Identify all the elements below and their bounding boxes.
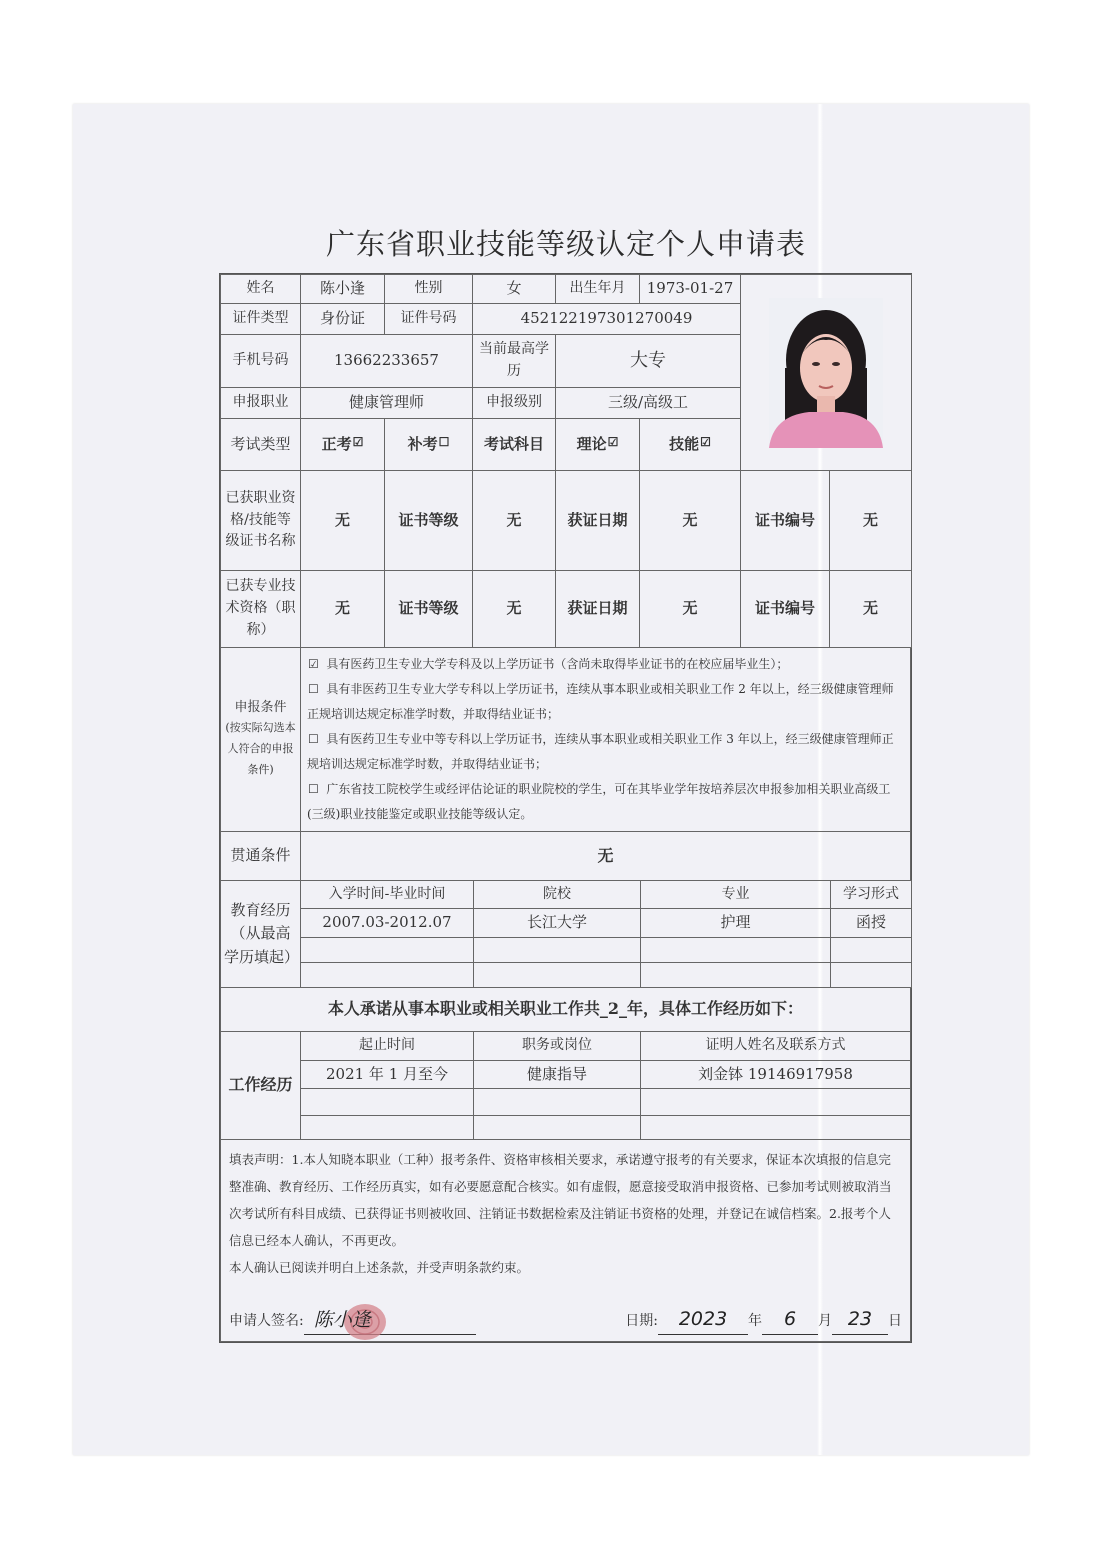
subject-skill-checkbox[interactable]: ☑ [700,434,711,449]
work-position-cell: 健康指导 [474,1061,641,1089]
condition-3-text: 具有医药卫生专业中等专科以上学历证书，连续从事本职业或相关职业工作 3 年以上，经三级健康管理师正规培训达规定标准学时数，并取得结业证书； [307,732,894,771]
signature-row [229,1281,902,1337]
subject-theory-label: 理论 [576,434,607,453]
work-position-cell [474,1089,641,1116]
conditions-label-cell [221,648,301,832]
year-label: 年 [748,1313,762,1330]
certificates-table [220,470,912,648]
title-level-value: 无 [473,571,556,648]
title-level-label: 证书等级 [385,571,473,648]
identity-table [220,274,912,471]
work-row [221,1116,911,1140]
edu-school-cell [474,963,641,988]
condition-4-text: 广东省技工院校学生或经评估论证的职业院校的学生，可在其毕业学年按培养层次申报参加相关职业高级工(三级)职业技能鉴定或职业技能等级认定。 [307,782,891,821]
date-label: 日期: [625,1313,658,1330]
work-row [221,1061,911,1089]
condition-3-checkbox[interactable]: ☐ [308,732,319,746]
gender-label: 性别 [385,275,473,304]
work-pledge: 本人承诺从事本职业或相关职业工作共_2_年，具体工作经历如下： [221,988,911,1032]
date-month-value: 6 [783,1308,797,1331]
condition-1-text: 具有医药卫生专业大学专科及以上学历证书（含尚未取得毕业证书的在校应届毕业生）； [326,657,789,671]
edu-school-cell: 长江大学 [474,909,641,938]
education-label: 当前最高学历 [473,335,556,388]
date-day-value: 23 [847,1308,873,1331]
through-label: 贯通条件 [221,832,301,881]
date-year-field[interactable] [658,1306,748,1335]
date-day-field[interactable] [832,1306,888,1335]
edu-school-cell [474,938,641,963]
condition-4-checkbox[interactable]: ☐ [308,782,319,796]
work-row [221,1089,911,1116]
exam-regular-label: 正考 [321,434,352,453]
exam-makeup-label: 补考 [407,434,438,453]
cert-date-label: 获证日期 [556,471,640,571]
work-time-cell [301,1116,474,1140]
work-time-cell: 2021 年 1 月至今 [301,1061,474,1089]
work-position-cell [474,1116,641,1140]
subject-theory-checkbox[interactable]: ☑ [607,434,619,449]
date-year-value: 2023 [678,1308,728,1331]
cert-number-label: 证书编号 [741,471,830,571]
id-type-label: 证件类型 [221,304,301,335]
title-number-value: 无 [830,571,912,648]
edu-time-cell: 2007.03-2012.07 [301,909,474,938]
edu-school-header: 院校 [474,881,641,909]
education-table [220,880,912,988]
level-label: 申报级别 [473,388,556,419]
cert-date-value: 无 [640,471,741,571]
title-qual-value: 无 [301,571,385,648]
birth-value: 1973-01-27 [640,275,741,304]
conditions-note: (按实际勾选本人符合的申报条件) [225,721,296,777]
condition-item-3 [307,727,904,777]
work-witness-cell: 刘金钵 19146917958 [641,1061,911,1089]
subject-skill [640,419,741,471]
signature-label: 申请人签名: [229,1313,304,1330]
condition-1-checkbox[interactable]: ☑ [308,657,319,671]
confirm-text: 本人确认已阅读并明白上述条款，并受声明条款约束。 [229,1260,530,1276]
edu-row [221,938,912,963]
edu-time-cell [301,963,474,988]
id-type-value: 身份证 [301,304,385,335]
work-time-cell [301,1089,474,1116]
title-number-label: 证书编号 [741,571,830,648]
exam-type-label: 考试类型 [221,419,301,471]
edu-major-cell [641,963,831,988]
exam-makeup-checkbox[interactable]: ☐ [438,434,450,449]
cert-number-value: 无 [830,471,912,571]
occupation-value: 健康管理师 [301,388,473,419]
application-form [219,273,912,1343]
condition-item-1 [307,652,904,677]
work-position-header: 职务或岗位 [474,1032,641,1061]
work-pledge-table [220,987,911,1032]
exam-regular-checkbox[interactable]: ☑ [352,434,364,449]
edu-history-label: 教育经历（从最高学历填起） [221,881,301,988]
through-value: 无 [301,832,911,881]
edu-major-header: 专业 [641,881,831,909]
signature-handwriting: 陈小逢 [313,1309,371,1332]
exam-subject-label: 考试科目 [473,419,556,471]
conditions-list [301,648,911,832]
edu-row [221,963,912,988]
declaration-cell [221,1140,911,1342]
work-witness-header: 证明人姓名及联系方式 [641,1032,911,1061]
subject-skill-label: 技能 [669,434,700,453]
work-witness-cell [641,1116,911,1140]
day-label: 日 [888,1313,902,1330]
conditions-table [220,647,911,881]
id-number-label: 证件号码 [385,304,473,335]
id-number-value: 452122197301270049 [473,304,741,335]
cert-level-label: 证书等级 [385,471,473,571]
edu-major-cell: 护理 [641,909,831,938]
edu-form-cell [831,963,912,988]
edu-row [221,909,912,938]
phone-label: 手机号码 [221,335,301,388]
edu-form-cell [831,938,912,963]
condition-item-2 [307,677,904,727]
cert-name-value: 无 [301,471,385,571]
title-date-label: 获证日期 [556,571,640,648]
phone-value: 13662233657 [301,335,473,388]
name-label: 姓名 [221,275,301,304]
applicant-photo [769,298,883,448]
conditions-label: 申报条件 [234,700,287,716]
month-label: 月 [818,1313,832,1330]
work-time-header: 起止时间 [301,1032,474,1061]
declaration-text: 填表声明：1.本人知晓本职业（工种）报考条件、资格审核相关要求，承诺遵守报考的有关要求，保证本次填报的信息完整准确、教育经历、工作经历真实，如有必要愿意配合核实。如有虚假，愿意接受取消申报资格、已参加考试则被取消当次考试所有科目成绩、已获得证书则被收回、注销证书数据检索及注销证书资格的处理，并登记在诚信档案。2.报考个人信息已经本人确认，不再更改。 [229,1152,892,1249]
title-date-value: 无 [640,571,741,648]
edu-major-cell [641,938,831,963]
title-qual-label: 已获专业技术资格（职称） [221,571,301,648]
edu-time-cell [301,938,474,963]
condition-item-4 [307,777,904,827]
exam-makeup [385,419,473,471]
work-table [220,1031,911,1140]
cert-name-label: 已获职业资格/技能等级证书名称 [221,471,301,571]
date-month-field[interactable] [762,1306,818,1335]
name-value: 陈小逢 [301,275,385,304]
work-witness-cell [641,1089,911,1116]
signature-field[interactable] [304,1306,476,1335]
declaration-table [220,1139,911,1342]
edu-form-cell: 函授 [831,909,912,938]
edu-form-header: 学习形式 [831,881,912,909]
cert-level-value: 无 [473,471,556,571]
gender-value: 女 [473,275,556,304]
occupation-label: 申报职业 [221,388,301,419]
form-title: 广东省职业技能等级认定个人申请表 [325,227,806,261]
level-value: 三级/高级工 [556,388,741,419]
exam-regular [301,419,385,471]
photo-cell [741,275,912,471]
work-history-label: 工作经历 [221,1032,301,1140]
condition-2-checkbox[interactable]: ☐ [308,682,319,696]
education-value: 大专 [556,335,741,388]
birth-label: 出生年月 [556,275,640,304]
subject-theory [556,419,640,471]
condition-2-text: 具有非医药卫生专业大学专科以上学历证书，连续从事本职业或相关职业工作 2 年以上，经三级健康管理师正规培训达规定标准学时数，并取得结业证书； [307,682,894,721]
edu-time-header: 入学时间-毕业时间 [301,881,474,909]
